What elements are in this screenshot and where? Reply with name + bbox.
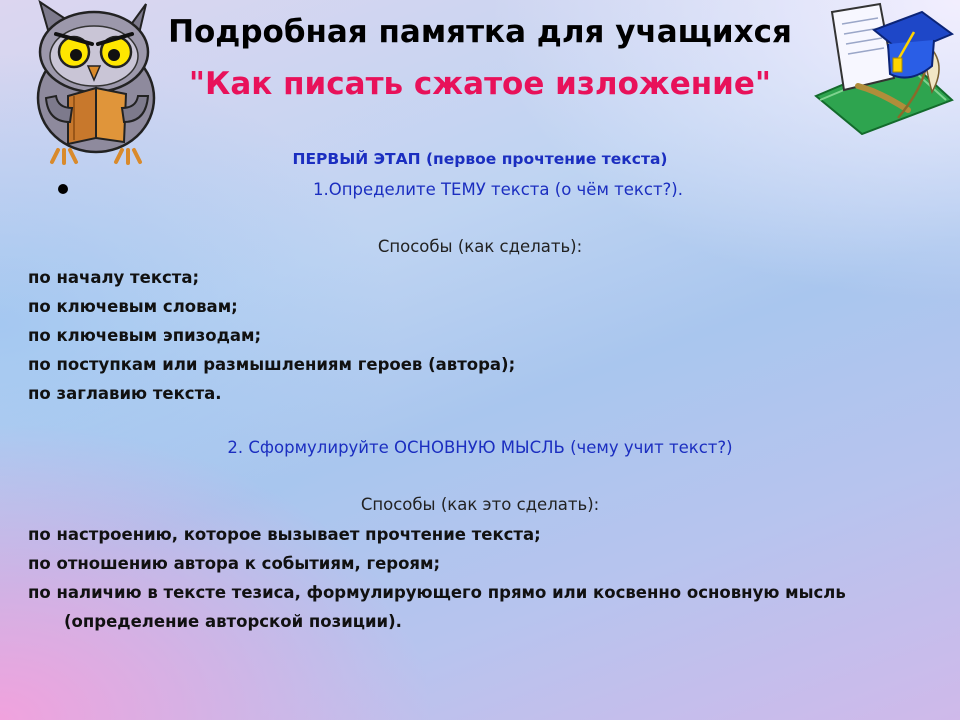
list-item: (определение авторской позиции). — [64, 612, 402, 631]
ways-1-list — [28, 266, 515, 411]
page-title: Подробная памятка для учащихся — [168, 14, 792, 50]
list-item: по началу текста; — [28, 268, 200, 287]
list-item: по настроению, которое вызывает прочтение текста; — [28, 525, 541, 544]
stage-heading-text: ПЕРВЫЙ ЭТАП (первое прочтение текста) — [292, 150, 668, 168]
list-item: по поступкам или размышлениям героев (автора); — [28, 355, 516, 374]
list-item: по ключевым словам; — [28, 297, 238, 316]
step-2-heading: 2. Сформулируйте ОСНОВНУЮ МЫСЛЬ (чему учит текст?) — [227, 438, 733, 457]
ways-1-label: Способы (как сделать): — [377, 237, 583, 256]
owl-reading-icon — [18, 0, 168, 165]
graduation-cap-icon — [810, 0, 955, 135]
stage-heading — [0, 150, 960, 168]
list-item: по ключевым эпизодам; — [28, 326, 262, 345]
list-item: по наличию в тексте тезиса, формулирующего прямо или косвенно основную мысль — [28, 583, 846, 602]
list-item: по отношению автора к событиям, героям; — [28, 554, 441, 573]
page-subtitle: "Как писать сжатое изложение" — [188, 66, 772, 102]
list-item: по заглавию текста. — [28, 384, 222, 403]
ways-2-list — [28, 523, 846, 639]
ways-2-label: Способы (как это сделать): — [360, 495, 600, 514]
step-1-heading: 1.Определите ТЕМУ текста (о чём текст?). — [312, 180, 683, 199]
